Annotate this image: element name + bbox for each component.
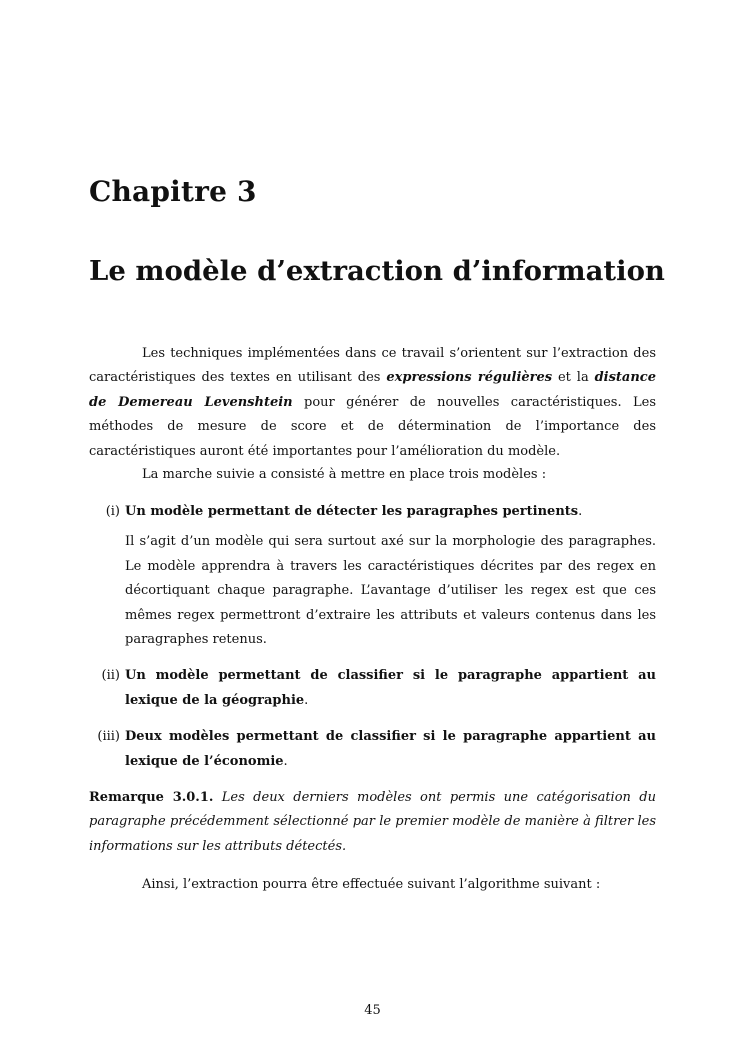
intro-text-part3: pour générer de nouvelles caractéristiques. Les méthodes de mesure de score et de détermination de l’importance des caractéristiques auront été importantes pour l’amélioration du modèle. <box>89 394 656 459</box>
list-item-punct: . <box>304 692 309 708</box>
chapter-label: Chapitre 3 <box>89 175 257 208</box>
remark-label: Remarque 3.0.1. <box>89 790 214 805</box>
remark-block <box>89 786 656 859</box>
closing-paragraph: Ainsi, l’extraction pourra être effectuée suivant l’algorithme suivant : <box>142 877 601 892</box>
list-item <box>89 725 656 774</box>
list-marker: (ii) <box>101 668 120 684</box>
list-item <box>89 664 656 713</box>
term-levenshtein-distance: distance de Demereau Levenshtein <box>89 370 656 410</box>
method-paragraph: La marche suivie a consisté à mettre en place trois modèles : <box>142 467 547 482</box>
list-item <box>89 500 656 652</box>
list-item-punct: . <box>283 753 288 769</box>
list-item-punct: . <box>578 504 583 519</box>
intro-text-part1: Les techniques implémentées dans ce travail s’orientent sur l’extraction des caractéristiques des textes en utilisant des <box>89 346 656 386</box>
list-item-title: Un modèle permettant de détecter les paragraphes pertinents <box>125 504 579 519</box>
intro-paragraph <box>89 342 656 464</box>
page-number: 45 <box>364 1003 381 1018</box>
list-item-title: Un modèle permettant de classifier si le paragraphe appartient au lexique de la géographie <box>125 668 656 708</box>
list-marker: (iii) <box>97 729 120 745</box>
list-marker: (i) <box>105 504 120 519</box>
chapter-title: Le modèle d’extraction d’information <box>89 255 665 287</box>
intro-text-part2: et la <box>552 370 595 386</box>
remark-body: Les deux derniers modèles ont permis une catégorisation du paragraphe précédemment sélectionné par le premier modèle de manière à filtrer les informations sur les attributs détectés. <box>89 790 656 854</box>
list-item-title: Deux modèles permettant de classifier si le paragraphe appartient au lexique de l’économie <box>125 729 656 769</box>
term-regular-expressions: expressions régulières <box>386 370 553 386</box>
list-item-description: Il s’agit d’un modèle qui sera surtout axé sur la morphologie des paragraphes. Le modèle apprendra à travers les caractéristiques décrites par des regex en décortiquant chaque paragraphe. L’avantage d’utiliser les regex est que ces mêmes regex permettront d’extraire les attributs et valeurs contenus dans les paragraphes retenus. <box>125 534 656 648</box>
models-list <box>89 500 656 774</box>
